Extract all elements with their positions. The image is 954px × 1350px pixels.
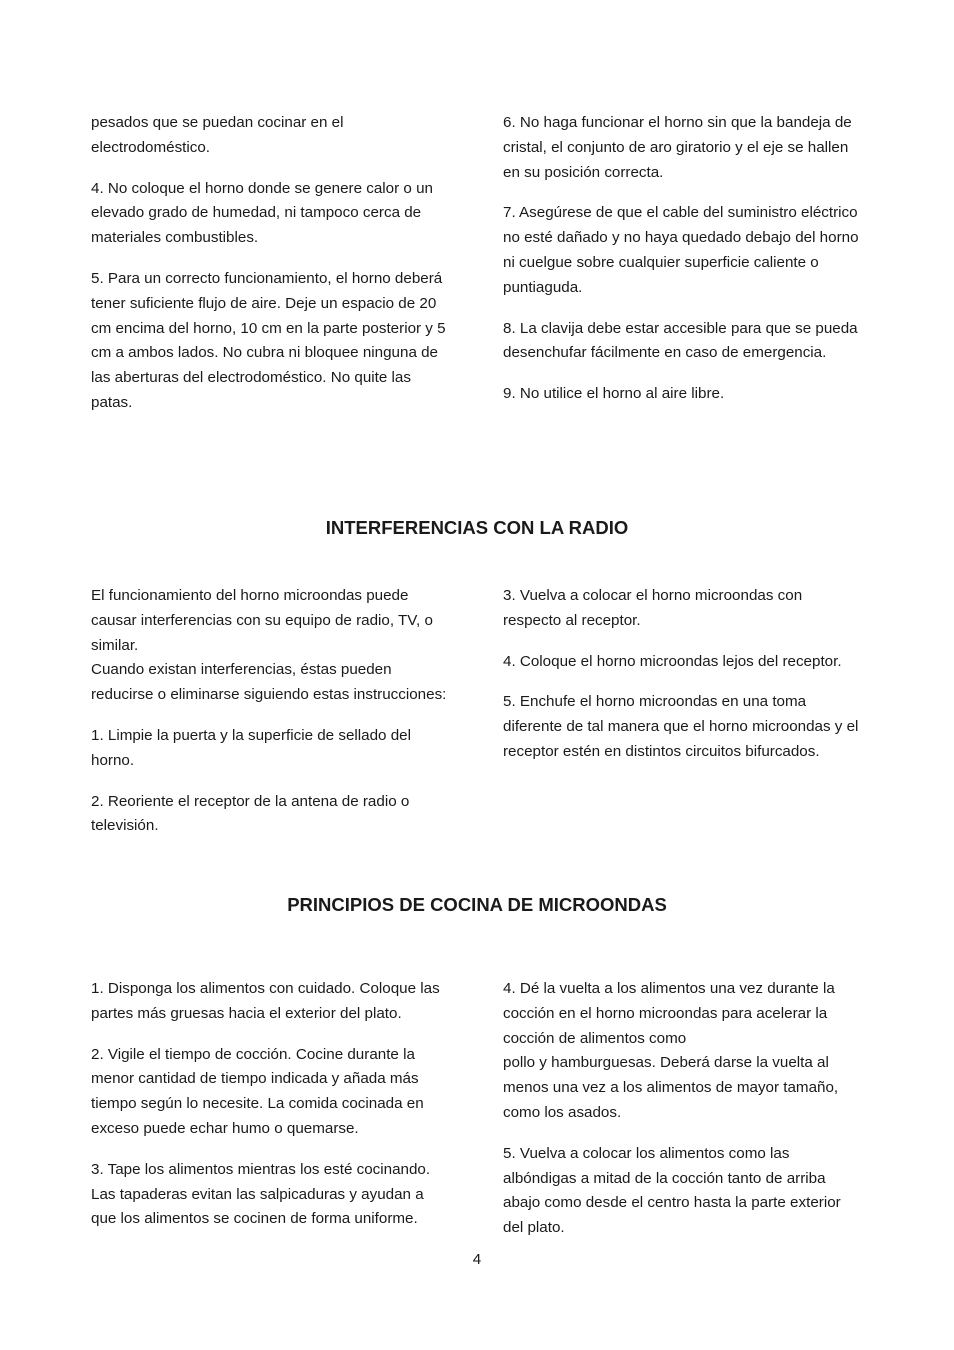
list-item: 3. Tape los alimentos mientras los esté cocinando. Las tapaderas evitan las salpicaduras y ayudan a que los alimentos se cocinen de forma uniforme. [91,1160,431,1228]
right-column [503,977,863,1257]
list-item: 4. Coloque el horno microondas lejos del receptor. [503,652,842,670]
list-item: 5. Para un correcto funcionamiento, el horno deberá tener suficiente flujo de aire. Deje un espacio de 20 cm encima del horno, 10 cm en la parte posterior y 5 cm a ambos lados. No cubra ni bloquee ninguna de las aberturas del electrodoméstico. No quite las patas. [91,269,446,411]
list-item: 1. Disponga los alimentos con cuidado. Coloque las partes más gruesas hacia el exterior del plato. [91,980,440,1022]
list-item: 3. Vuelva a colocar el horno microondas con respecto al receptor. [503,587,803,629]
list-item: 5. Enchufe el horno microondas en una toma diferente de tal manera que el horno microondas y el receptor estén en distintos circuitos bifurcados. [503,693,859,760]
left-column [91,584,453,855]
section-heading-cooking-principles: PRINCIPIOS DE COCINA DE MICROONDAS [287,894,667,915]
list-item [503,977,863,1126]
list-item: 5. Vuelva a colocar los alimentos como las albóndigas a mitad de la cocción tanto de arriba abajo como desde el centro hasta la parte exterior del plato. [503,1144,841,1237]
list-item: 9. No utilice el horno al aire libre. [503,385,725,403]
list-item: 4. No coloque el horno donde se genere calor o un elevado grado de humedad, ni tampoco cerca de materiales combustibles. [91,179,433,247]
list-item: 8. La clavija debe estar accesible para que se pueda desenchufar fácilmente en caso de emergencia. [503,319,858,362]
list-item-line: pollo y hamburguesas. Deberá darse la vuelta al menos una vez a los alimentos de mayor tamaño, como los asados. [503,1054,839,1121]
right-column [503,584,863,855]
section-radio-interference [91,584,863,855]
page-number: 4 [472,1251,482,1268]
paragraph: pesados que se puedan cocinar en el electrodoméstico. [91,114,344,156]
list-item: 2. Reoriente el receptor de la antena de radio o televisión. [91,792,410,835]
list-item: 7. Asegúrese de que el cable del suministro eléctrico no esté dañado y no haya quedado debajo del horno ni cuelgue sobre cualquier superficie caliente o puntiaguda. [503,204,859,296]
list-item: 6. No haga funcionar el horno sin que la bandeja de cristal, el conjunto de aro giratorio y el eje se hallen en su posición correcta. [503,114,852,181]
list-item: 2. Vigile el tiempo de cocción. Cocine durante la menor cantidad de tiempo indicada y añada más tiempo según lo necesite. La comida cocinada en exceso puede echar humo o quemarse. [91,1045,424,1137]
section-precautions-continued [91,111,863,432]
intro-line: Cuando existan interferencias, éstas pueden reducirse o eliminarse siguiendo estas instrucciones: [91,661,447,704]
left-column [91,111,453,432]
intro-line: El funcionamiento del horno microondas puede causar interferencias con su equipo de radio, TV, o similar. [91,587,433,654]
section-cooking-principles [91,977,863,1257]
list-item: 1. Limpie la puerta y la superficie de sellado del horno. [91,726,411,769]
left-column [91,977,453,1257]
right-column [503,111,863,432]
intro-paragraph [91,584,453,708]
section-heading-radio-interference: INTERFERENCIAS CON LA RADIO [325,517,629,538]
list-item-line: 4. Dé la vuelta a los alimentos una vez durante la cocción en el horno microondas para acelerar la cocción de alimentos como [503,980,835,1047]
